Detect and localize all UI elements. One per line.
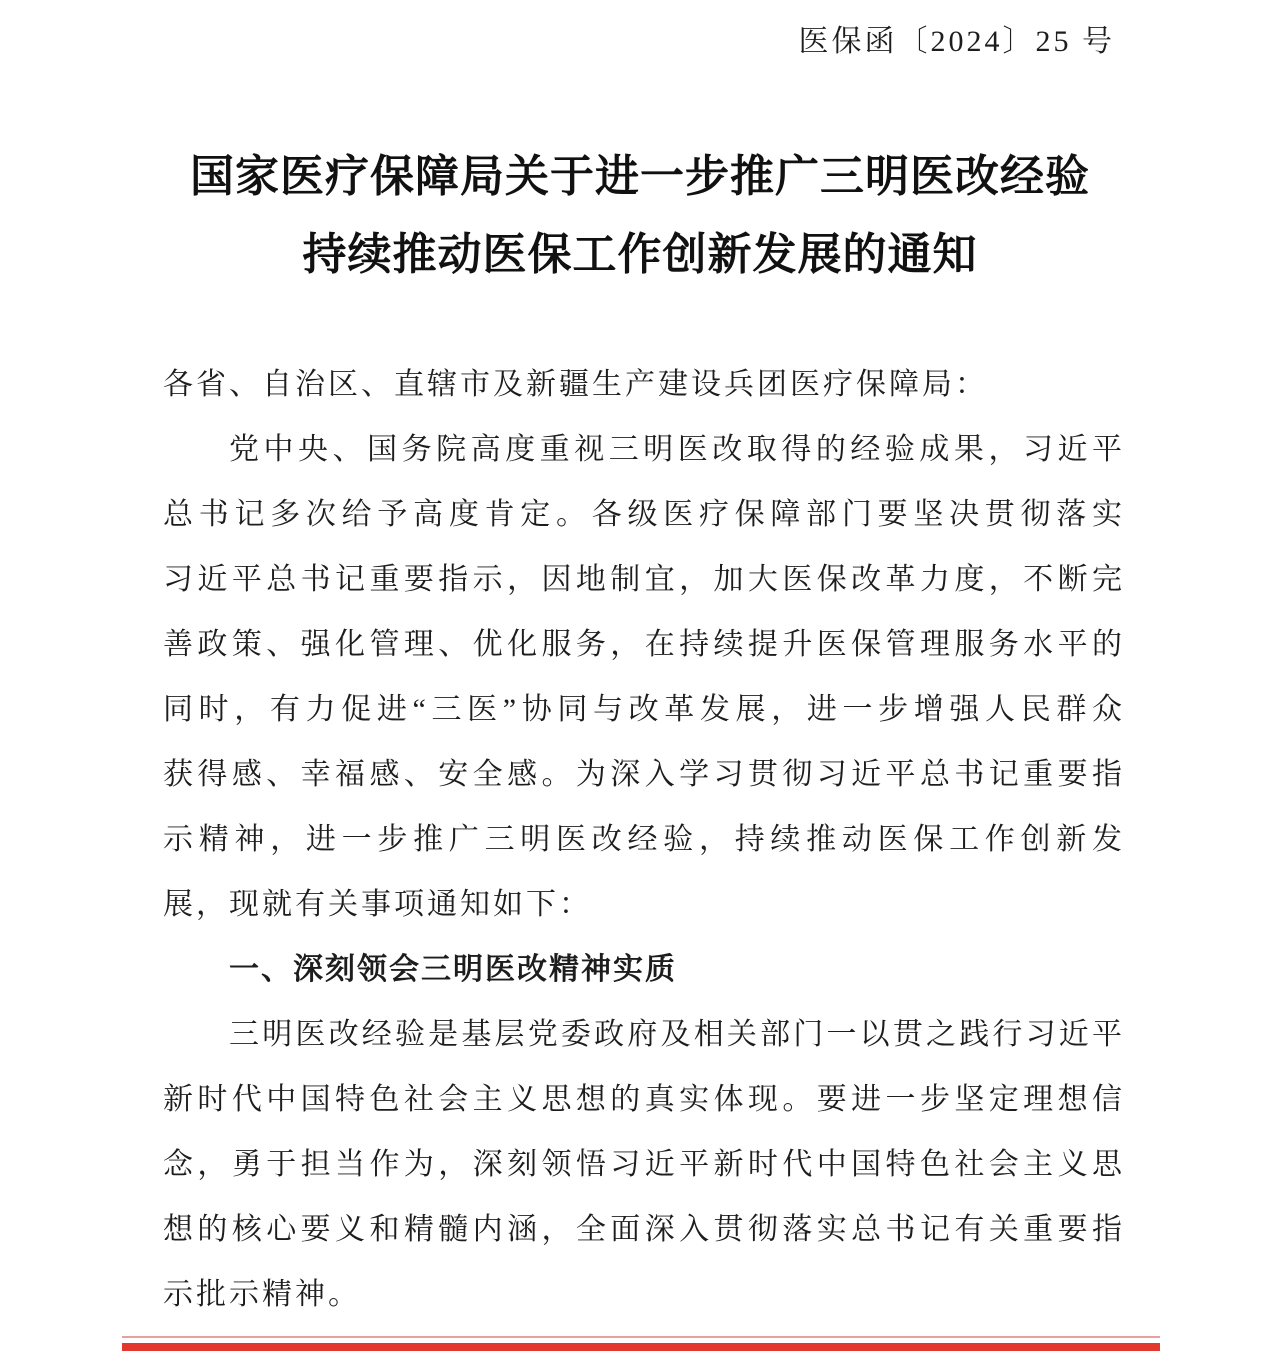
body-line: 各省、自治区、直辖市及新疆生产建设兵团医疗保障局：	[163, 368, 988, 401]
body-line: 获得感、幸福感、安全感。为深入学习贯彻习近平总书记重要指	[163, 758, 1125, 791]
body-line: 三明医改经验是基层党委政府及相关部门一以贯之践行习近平	[229, 1018, 1125, 1051]
body-line: 示批示精神。	[163, 1278, 361, 1311]
body-line: 习近平总书记重要指示，因地制宜，加大医保改革力度，不断完	[163, 563, 1125, 596]
body-line: 新时代中国特色社会主义思想的真实体现。要进一步坚定理想信	[163, 1083, 1125, 1116]
body-line: 想的核心要义和精髓内涵，全面深入贯彻落实总书记有关重要指	[163, 1213, 1125, 1246]
body-line: 总书记多次给予高度肯定。各级医疗保障部门要坚决贯彻落实	[163, 498, 1125, 531]
body-line: 善政策、强化管理、优化服务，在持续提升医保管理服务水平的	[163, 628, 1125, 661]
document-title	[0, 138, 1280, 294]
body-line: 展，现就有关事项通知如下：	[163, 888, 592, 921]
section-heading: 一、深刻领会三明医改精神实质	[229, 953, 677, 986]
body-line: 同时，有力促进“三医”协同与改革发展，进一步增强人民群众	[163, 693, 1125, 726]
body-line: 示精神，进一步推广三明医改经验，持续推动医保工作创新发	[163, 823, 1125, 856]
body-line: 党中央、国务院高度重视三明医改取得的经验成果，习近平	[229, 433, 1125, 466]
body	[163, 352, 1125, 1327]
footer-rule-thin	[122, 1336, 1160, 1338]
title-line-2: 持续推动医保工作创新发展的通知	[302, 230, 978, 279]
doc-number: 医保函〔2024〕25 号	[798, 25, 1115, 58]
footer-rule-thick	[122, 1343, 1160, 1351]
body-line: 念，勇于担当作为，深刻领悟习近平新时代中国特色社会主义思	[163, 1148, 1125, 1181]
title-line-1: 国家医疗保障局关于进一步推广三明医改经验	[190, 152, 1090, 201]
